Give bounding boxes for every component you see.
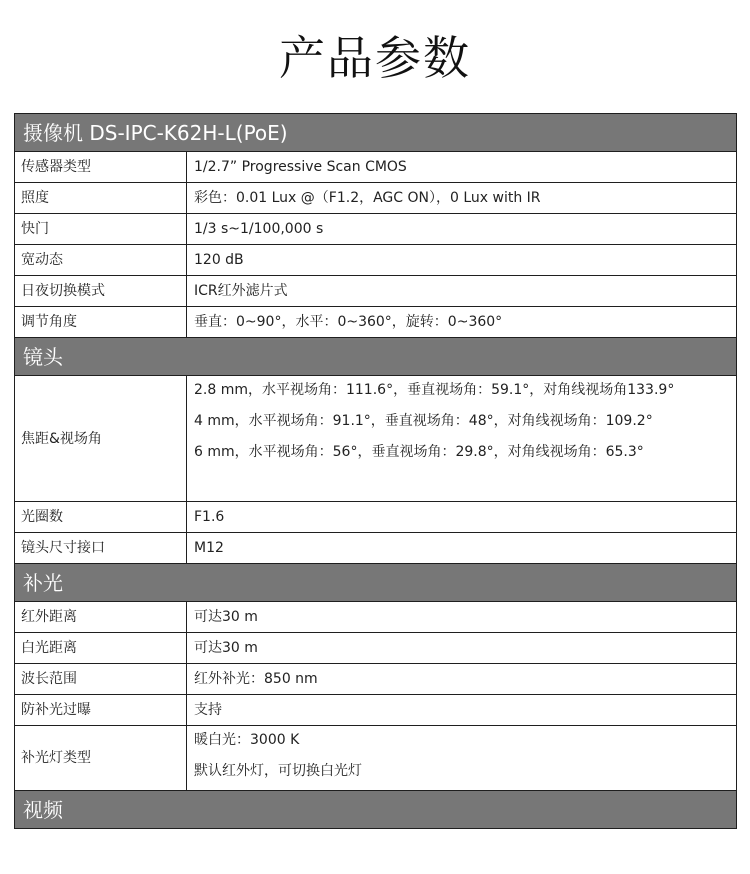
row-label: 快门 [15, 214, 187, 245]
section-header-lens [15, 338, 737, 376]
lamp-line: 默认红外灯，可切换白光灯 [194, 763, 362, 779]
table-row [15, 245, 737, 276]
row-label: 宽动态 [15, 245, 187, 276]
row-value: 1/2.7” Progressive Scan CMOS [187, 152, 737, 183]
table-row [15, 276, 737, 307]
row-label: 波长范围 [15, 664, 187, 695]
section-title: 补光 [15, 564, 737, 602]
section-header-camera [15, 114, 737, 152]
focal-line: 6 mm，水平视场角：56°，垂直视场角：29.8°，对角线视场角：65.3° [194, 444, 644, 460]
table-row [15, 633, 737, 664]
row-value: 支持 [187, 695, 737, 726]
row-value-multiline [187, 376, 737, 502]
row-value: 垂直：0~90°，水平：0~360°，旋转：0~360° [187, 307, 737, 338]
section-title: 摄像机 DS-IPC-K62H-L(PoE) [15, 114, 737, 152]
table-row [15, 376, 737, 502]
row-label: 焦距&视场角 [15, 376, 187, 502]
row-label: 补光灯类型 [15, 726, 187, 791]
table-row [15, 502, 737, 533]
row-value: 可达30 m [187, 602, 737, 633]
table-row [15, 183, 737, 214]
table-row [15, 533, 737, 564]
section-header-video [15, 791, 737, 829]
row-label: 防补光过曝 [15, 695, 187, 726]
row-value: 可达30 m [187, 633, 737, 664]
table-row [15, 726, 737, 791]
row-label: 红外距离 [15, 602, 187, 633]
row-value: M12 [187, 533, 737, 564]
table-row [15, 664, 737, 695]
focal-line: 2.8 mm，水平视场角：111.6°，垂直视场角：59.1°，对角线视场角133.9° [194, 382, 675, 398]
spec-table [14, 113, 737, 829]
row-label: 调节角度 [15, 307, 187, 338]
row-value-multiline [187, 726, 737, 791]
row-value: F1.6 [187, 502, 737, 533]
row-value: 彩色：0.01 Lux @（F1.2，AGC ON），0 Lux with IR [187, 183, 737, 214]
row-label: 传感器类型 [15, 152, 187, 183]
row-value: 120 dB [187, 245, 737, 276]
table-row [15, 602, 737, 633]
section-title: 镜头 [15, 338, 737, 376]
row-label: 日夜切换模式 [15, 276, 187, 307]
row-value: 1/3 s~1/100,000 s [187, 214, 737, 245]
row-value: 红外补光：850 nm [187, 664, 737, 695]
row-label: 光圈数 [15, 502, 187, 533]
section-title: 视频 [15, 791, 737, 829]
row-label: 照度 [15, 183, 187, 214]
focal-line: 4 mm，水平视场角：91.1°，垂直视场角：48°，对角线视场角：109.2° [194, 413, 653, 429]
row-label: 白光距离 [15, 633, 187, 664]
table-row [15, 152, 737, 183]
section-header-fill-light [15, 564, 737, 602]
table-row [15, 214, 737, 245]
lamp-line: 暖白光：3000 K [194, 732, 300, 748]
table-row [15, 307, 737, 338]
page-title: 产品参数 [279, 31, 471, 85]
table-row [15, 695, 737, 726]
row-label: 镜头尺寸接口 [15, 533, 187, 564]
row-value: ICR红外滤片式 [187, 276, 737, 307]
